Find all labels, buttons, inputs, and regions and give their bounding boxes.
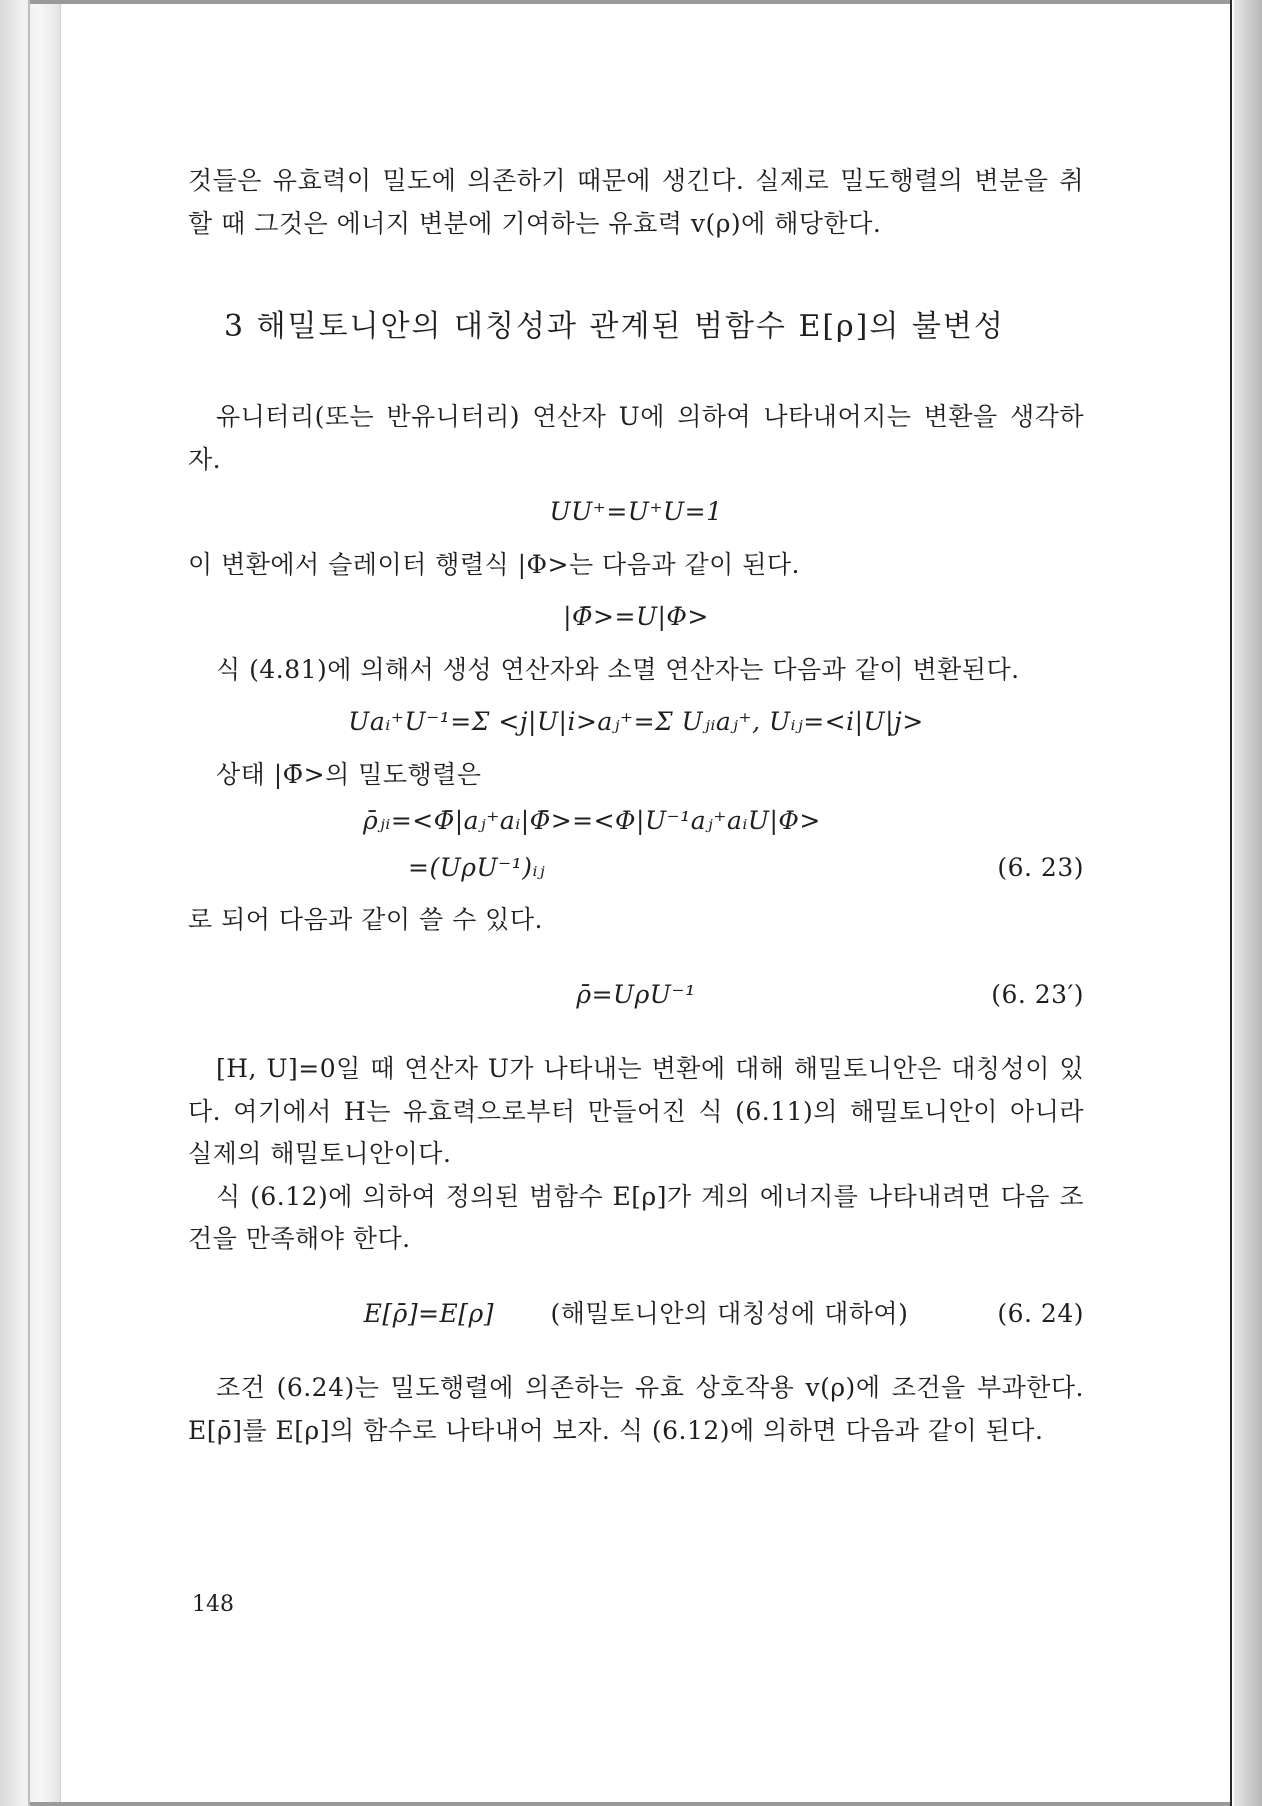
page-border-right — [1230, 0, 1232, 1806]
book-edge-left — [0, 0, 61, 1806]
equation-energy-invariance-note: (해밀토니안의 대칭성에 대하여) — [550, 1298, 909, 1328]
equation-number-6-24: (6. 24) — [997, 1298, 1084, 1328]
equation-operator-transform-body: Uaᵢ⁺U⁻¹=Σ <j|U|i>aⱼ⁺=Σ Uⱼᵢaⱼ⁺, Uᵢⱼ=<i|U|j> — [348, 707, 924, 736]
equation-slater-transform: |Φ̄>=U|Φ> — [563, 602, 709, 631]
equation-energy-invariance — [188, 1293, 1084, 1336]
book-edge-right — [1234, 0, 1262, 1806]
paragraph-4: 식 (4.81)에 의해서 생성 연산자와 소멸 연산자는 다음과 같이 변환된다. — [216, 654, 1020, 684]
equation-number-6-23: (6. 23) — [997, 852, 1084, 882]
page-content — [188, 160, 1084, 1452]
section-heading: 3 해밀토니안의 대칭성과 관계된 범함수 E[ρ]의 불변성 — [224, 309, 1005, 344]
equation-operator-transform — [188, 701, 1084, 744]
equation-density-compact-body: ρ̄=UρU⁻¹ — [576, 979, 696, 1009]
equation-unitary: UU⁺=U⁺U=1 — [549, 497, 723, 526]
paragraph-5: 상태 |Φ̄>의 밀도행렬은 — [216, 759, 482, 789]
page-number: 148 — [192, 1592, 234, 1617]
equation-density-compact — [188, 974, 1084, 1017]
equation-energy-invariance-body: E[ρ̄]=E[ρ] — [363, 1298, 495, 1328]
equation-density-line2 — [188, 847, 1084, 890]
page-border-top — [30, 0, 1230, 4]
paragraph-3: 이 변환에서 슬레이터 행렬식 |Φ>는 다음과 같이 된다. — [188, 549, 800, 579]
paragraph-2: 유니터리(또는 반유니터리) 연산자 U에 의하여 나타내어지는 변환을 생각하자. — [188, 402, 1084, 474]
paragraph-8: 식 (6.12)에 의하여 정의된 범함수 E[ρ]가 계의 에너지를 나타내려면 다음 조건을 만족해야 한다. — [188, 1181, 1084, 1253]
page-border-bottom — [30, 1802, 1230, 1806]
paragraph-9: 조건 (6.24)는 밀도행렬에 의존하는 유효 상호작용 v(ρ)에 조건을 부과한다. E[ρ̄]를 E[ρ]의 함수로 나타내어 보자. 식 (6.12)에 의하면 다음과 같이 된다. — [188, 1373, 1084, 1445]
page-border-left — [28, 0, 30, 1806]
paragraph-6: 로 되어 다음과 같이 쓸 수 있다. — [188, 905, 543, 934]
paragraph-7: [H, U]=0일 때 연산자 U가 나타내는 변환에 대해 해밀토니안은 대칭성이 있다. 여기에서 H는 유효력으로부터 만들어진 식 (6.11)의 해밀토니안이 아니라 실제의 해밀토니안이다. — [188, 1054, 1084, 1168]
equation-density-line2-body: =(UρU⁻¹)ᵢⱼ — [408, 852, 546, 882]
equation-density-line1: ρ̄ⱼᵢ=<Φ̄|aⱼ⁺aᵢ|Φ̄>=<Φ|U⁻¹aⱼ⁺aᵢU|Φ> — [363, 806, 821, 835]
equation-number-6-23-prime: (6. 23′) — [991, 979, 1084, 1009]
paragraph-1: 것들은 유효력이 밀도에 의존하기 때문에 생긴다. 실제로 밀도행렬의 변분을 취할 때 그것은 에너지 변분에 기여하는 유효력 v(ρ)에 해당한다. — [188, 166, 1084, 238]
